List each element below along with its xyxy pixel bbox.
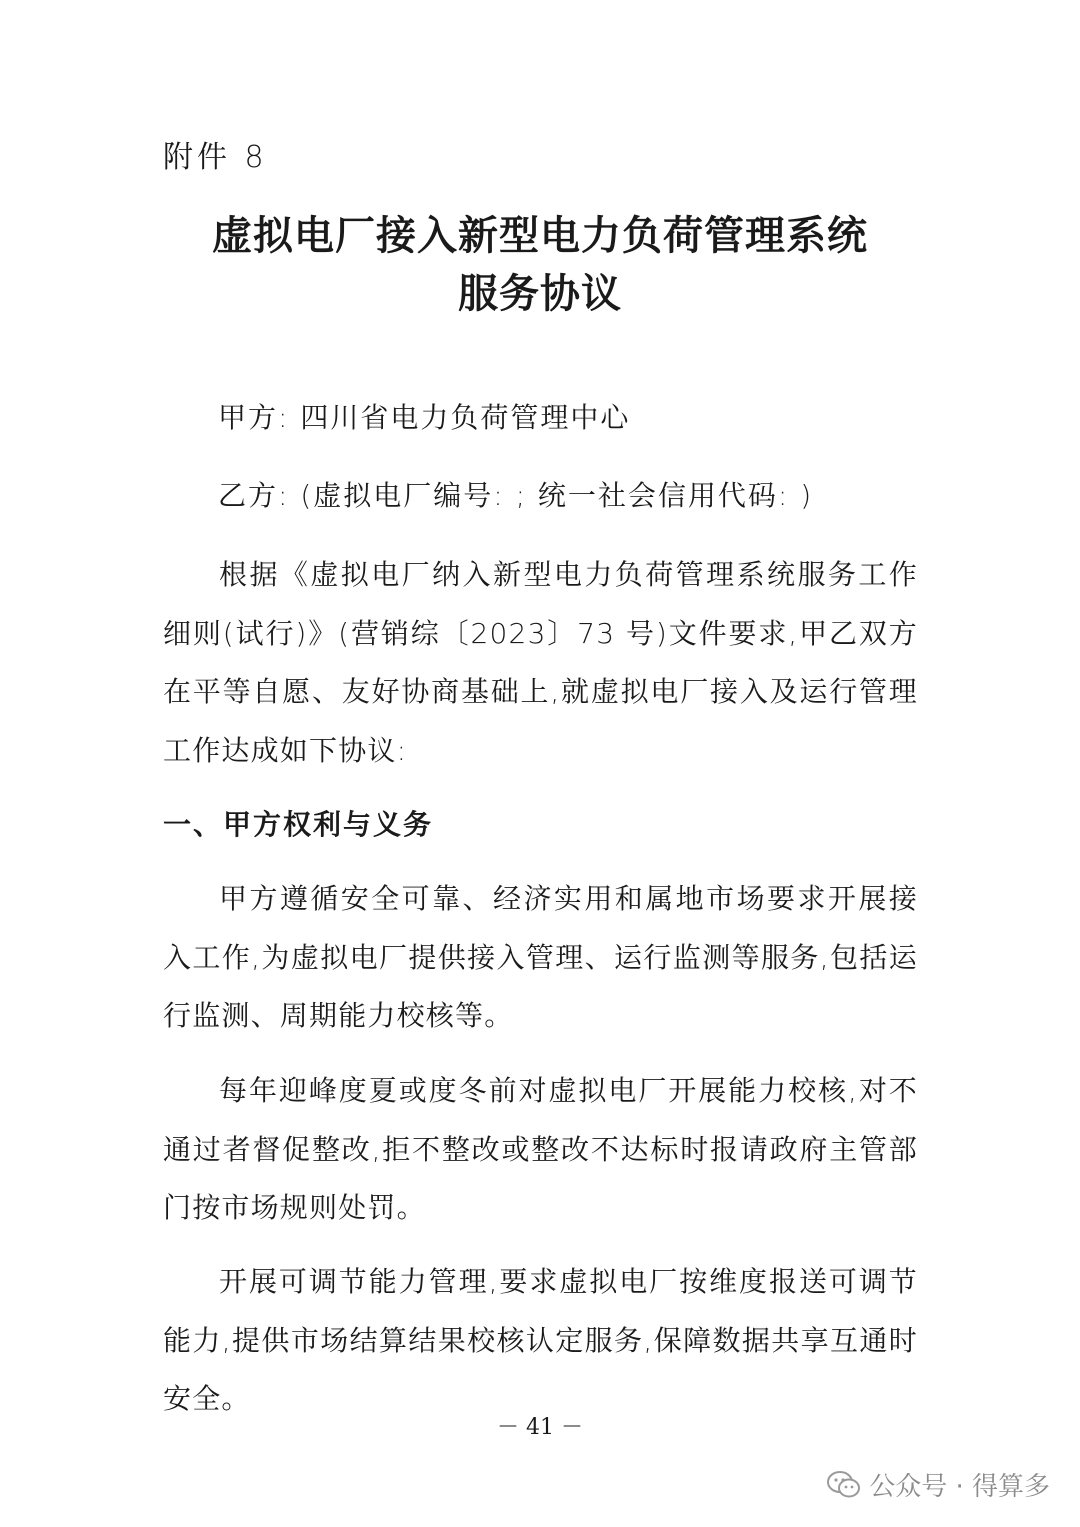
document-title-line1: 虚拟电厂接入新型电力负荷管理系统	[212, 213, 868, 259]
paragraph-3: 开展可调节能力管理,要求虚拟电厂按维度报送可调节能力,提供市场结算结果校核认定服务,保障数据共享互通时安全。	[163, 1265, 918, 1415]
paragraph-1: 甲方遵循安全可靠、经济实用和属地市场要求开展接入工作,为虚拟电厂提供接入管理、运行监测等服务,包括运行监测、周期能力校核等。	[163, 882, 918, 1032]
wechat-icon	[827, 1470, 861, 1500]
page-number: － 41 －	[497, 1415, 583, 1440]
party-b: 乙方: (虚拟电厂编号: ; 统一社会信用代码: )	[218, 479, 814, 512]
watermark-text: 公众号 · 得算多	[869, 1472, 1050, 1502]
watermark	[827, 1466, 1050, 1503]
section-heading-1: 一、甲方权利与义务	[163, 808, 434, 841]
party-a: 甲方: 四川省电力负荷管理中心	[218, 401, 631, 434]
attachment-label: 附件 8	[163, 140, 268, 175]
intro-paragraph: 根据《虚拟电厂纳入新型电力负荷管理系统服务工作细则(试行)》(营销综〔2023〕73 号)文件要求,甲乙双方在平等自愿、友好协商基础上,就虚拟电厂接入及运行管理工作达成如下协议:	[163, 558, 918, 767]
paragraph-2: 每年迎峰度夏或度冬前对虚拟电厂开展能力校核,对不通过者督促整改,拒不整改或整改不达标时报请政府主管部门按市场规则处罚。	[163, 1074, 918, 1224]
document-title-line2: 服务协议	[458, 271, 622, 317]
